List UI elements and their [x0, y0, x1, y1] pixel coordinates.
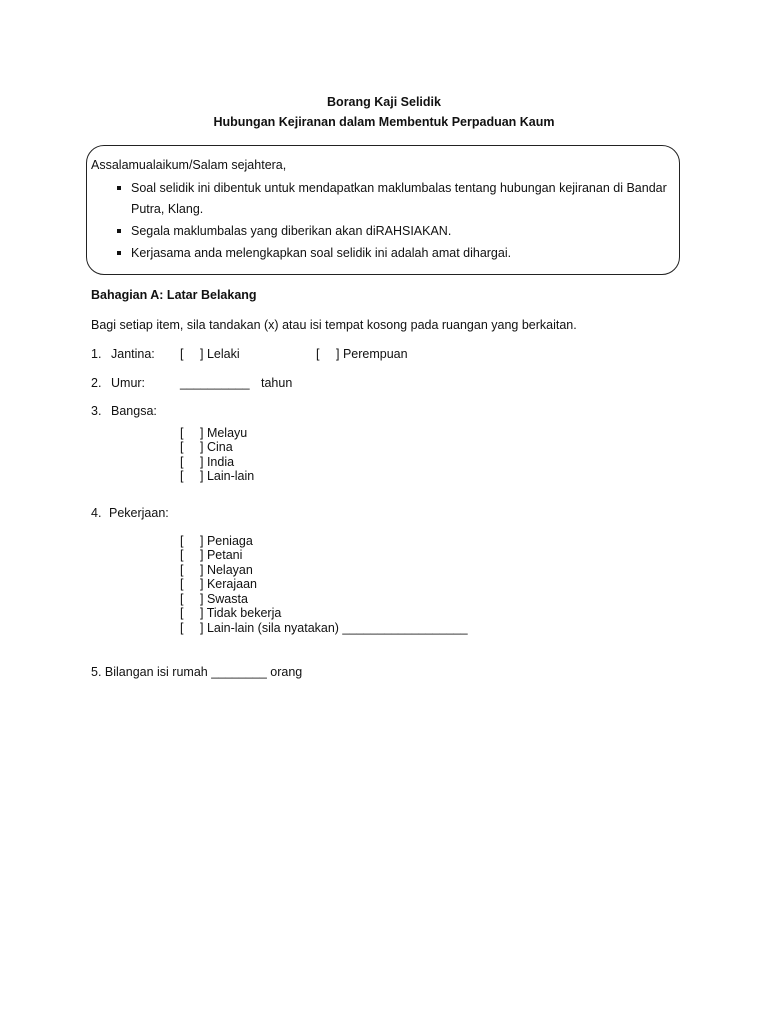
q4-number: 4. [91, 506, 102, 520]
q4-option-tidak-bekerja[interactable] [180, 606, 281, 620]
option-label: ] Peniaga [200, 534, 253, 548]
q3-option-india[interactable] [180, 455, 234, 469]
q1-label: Jantina: [111, 347, 155, 361]
q2-age-blank[interactable]: __________ [180, 376, 250, 390]
option-label: ] Tidak bekerja [200, 606, 282, 620]
checkbox-bracket: [ [180, 577, 184, 591]
bullet-square-icon [117, 186, 121, 190]
checkbox-bracket: [ [180, 440, 184, 454]
option-label: ] Cina [200, 440, 233, 454]
checkbox-bracket: [ [180, 426, 184, 440]
option-label: ] Lain-lain (sila nyatakan) __________________ [200, 621, 468, 635]
intro-bullet-1-line-1: Soal selidik ini dibentuk untuk mendapatkan maklumbalas tentang hubungan kejiranan di Bandar [131, 181, 667, 195]
form-subtitle: Hubungan Kejiranan dalam Membentuk Perpaduan Kaum [213, 115, 555, 129]
option-label: ] Kerajaan [200, 577, 257, 591]
bullet-square-icon [117, 251, 121, 255]
bullet-square-icon [117, 229, 121, 233]
checkbox-bracket: [ [180, 563, 184, 577]
section-a-heading: Bahagian A: Latar Belakang [91, 288, 257, 302]
q4-option-kerajaan[interactable] [180, 577, 257, 591]
q3-label: Bangsa: [111, 404, 157, 418]
section-a-instruction: Bagi setiap item, sila tandakan (x) atau isi tempat kosong pada ruangan yang berkaitan. [91, 318, 577, 332]
checkbox-bracket: [ [180, 534, 184, 548]
q3-number: 3. [91, 404, 102, 418]
q4-option-lain-lain[interactable] [180, 621, 468, 635]
option-label: ] Nelayan [200, 563, 253, 577]
option-label: ] Lelaki [200, 347, 240, 361]
q2-number: 2. [91, 376, 102, 390]
q4-label: Pekerjaan: [109, 506, 169, 520]
q3-option-lain-lain[interactable] [180, 469, 254, 483]
q3-option-cina[interactable] [180, 440, 233, 454]
checkbox-bracket: [ [180, 347, 184, 361]
q3-option-melayu[interactable] [180, 426, 247, 440]
greeting-text: Assalamualaikum/Salam sejahtera, [91, 158, 287, 172]
intro-bullet-2: Segala maklumbalas yang diberikan akan diRAHSIAKAN. [131, 224, 452, 238]
checkbox-bracket: [ [180, 621, 184, 635]
q4-option-petani[interactable] [180, 548, 242, 562]
option-label: ] India [200, 455, 235, 469]
q1-number: 1. [91, 347, 102, 361]
checkbox-bracket: [ [316, 347, 320, 361]
checkbox-bracket: [ [180, 469, 184, 483]
option-label: ] Melayu [200, 426, 248, 440]
intro-bullet-3: Kerjasama anda melengkapkan soal selidik ini adalah amat dihargai. [131, 246, 512, 260]
q2-label: Umur: [111, 376, 146, 390]
q4-option-swasta[interactable] [180, 592, 248, 606]
q4-option-nelayan[interactable] [180, 563, 253, 577]
form-title: Borang Kaji Selidik [327, 95, 441, 109]
q1-option-lelaki[interactable] [180, 347, 240, 361]
checkbox-bracket: [ [180, 548, 184, 562]
option-label: ] Perempuan [336, 347, 408, 361]
q2-unit: tahun [261, 376, 293, 390]
q1-option-perempuan[interactable] [316, 347, 408, 361]
option-label: ] Swasta [200, 592, 248, 606]
intro-bullet-1-line-2: Putra, Klang. [131, 202, 204, 216]
q5-household-size[interactable]: 5. Bilangan isi rumah ________ orang [91, 665, 303, 679]
checkbox-bracket: [ [180, 606, 184, 620]
option-label: ] Petani [200, 548, 243, 562]
q4-option-peniaga[interactable] [180, 534, 253, 548]
checkbox-bracket: [ [180, 592, 184, 606]
checkbox-bracket: [ [180, 455, 184, 469]
option-label: ] Lain-lain [200, 469, 255, 483]
